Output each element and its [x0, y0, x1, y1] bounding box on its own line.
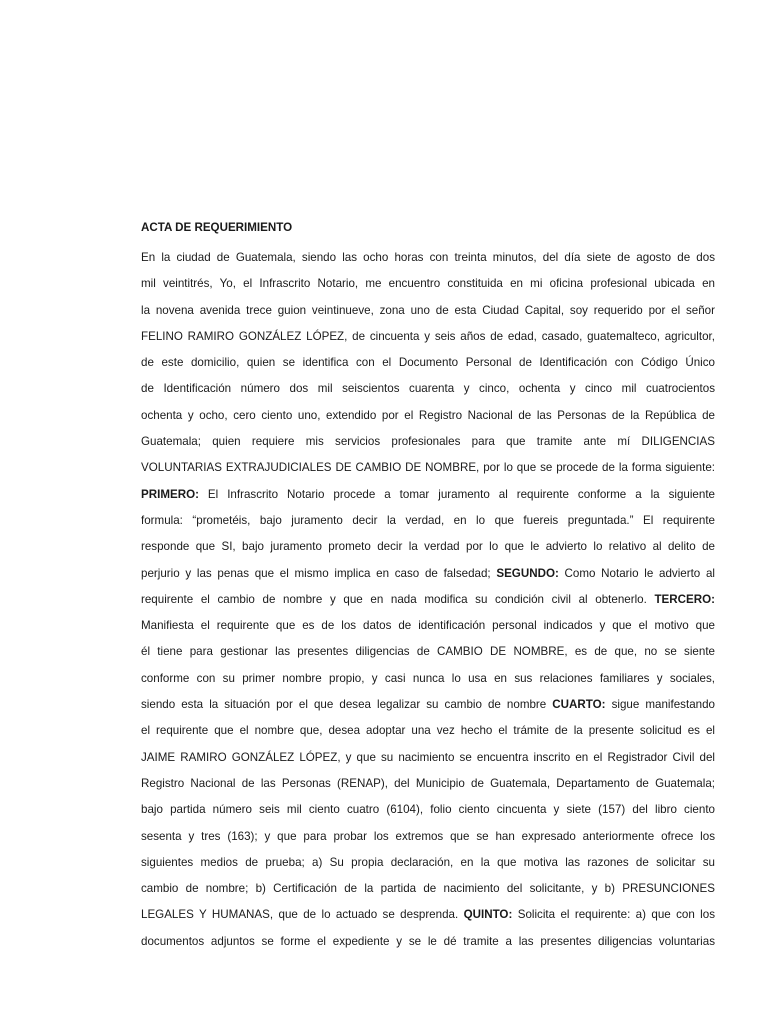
text-segment: siguientes medios de prueba; a) Su propia declaración, en la que motiva las razones de solicitar su [141, 855, 715, 869]
text-line [141, 639, 715, 665]
text-line [141, 534, 715, 560]
text-line [141, 929, 715, 955]
text-line [141, 666, 715, 692]
text-segment: el requirente que el nombre que, desea adoptar una vez hecho el trámite de la presente solicitud es el [141, 724, 715, 738]
text-segment: cambio de nombre; b) Certificación de la partida de nacimiento del solicitante, y b) PRESUNCIONES [141, 882, 715, 896]
text-segment: sigue manifestando [605, 698, 715, 712]
text-segment: El Infrascrito Notario procede a tomar juramento al requirente conforme a la siguiente [198, 487, 715, 501]
text-segment: sesenta y tres (163); y que para probar los extremos que se han expresado anteriormente ofrece los [141, 829, 715, 843]
text-line [141, 850, 715, 876]
text-line [141, 429, 715, 455]
text-line [141, 797, 715, 823]
text-line [141, 508, 715, 534]
document-body [141, 219, 715, 955]
text-segment: JAIME RAMIRO GONZÁLEZ LÓPEZ, y que su nacimiento se encuentra inscrito en el Registrador Civil del [141, 750, 715, 764]
clause-heading: SEGUNDO: [496, 566, 559, 580]
document-title: ACTA DE REQUERIMIENTO [141, 221, 293, 234]
text-line [141, 403, 715, 429]
text-segment: Registro Nacional de las Personas (RENAP), del Municipio de Guatemala, Departamento de Guatemala; [141, 776, 715, 790]
text-line [141, 245, 715, 271]
text-line [141, 824, 715, 850]
text-segment: Guatemala; quien requiere mis servicios profesionales para que tramite ante mí DILIGENCIAS [141, 435, 715, 449]
text-segment: LEGALES Y HUMANAS, que de lo actuado se desprenda. [141, 908, 464, 922]
text-segment: conforme con su primer nombre propio, y casi nunca lo usa en sus relaciones familiares y sociales, [141, 671, 715, 685]
text-segment: de este domicilio, quien se identifica con el Documento Personal de Identificación con Código Único [141, 356, 715, 370]
text-line [141, 561, 715, 587]
text-line [141, 455, 715, 481]
text-segment: bajo partida número seis mil ciento cuatro (6104), folio ciento cincuenta y siete (157) del libro ciento [141, 803, 715, 817]
text-segment: requirente el cambio de nombre y que en nada modifica su condición civil al obtenerlo. [141, 592, 655, 606]
text-segment: responde que SI, bajo juramento prometo decir la verdad por lo que le advierto lo relativo al delito de [141, 540, 715, 554]
text-segment: VOLUNTARIAS EXTRAJUDICIALES DE CAMBIO DE NOMBRE, por lo que se procede de la forma siguiente: [141, 461, 715, 475]
text-line [141, 324, 715, 350]
text-segment: de Identificación número dos mil seiscientos cuarenta y cinco, ochenta y cinco mil cuatrocientos [141, 382, 715, 396]
text-line [141, 271, 715, 297]
clause-heading: TERCERO: [654, 592, 715, 606]
text-segment: formula: “prometéis, bajo juramento decir la verdad, en lo que fuereis preguntada.” El requirente [141, 513, 715, 527]
text-segment: Como Notario le advierto al [558, 566, 715, 580]
text-segment: mil veintitrés, Yo, el Infrascrito Notario, me encuentro constituida en mi oficina profesional ubicada en [141, 277, 715, 291]
text-line [141, 298, 715, 324]
text-line [141, 613, 715, 639]
document-text [141, 245, 715, 955]
text-line [141, 902, 715, 928]
text-line [141, 587, 715, 613]
text-line [141, 376, 715, 402]
text-segment: Manifiesta el requirente que es de los datos de identificación personal indicados y que el motivo que [141, 619, 715, 633]
clause-heading: PRIMERO: [141, 487, 199, 501]
text-segment: siendo esta la situación por el que desea legalizar su cambio de nombre [141, 698, 553, 712]
text-line [141, 745, 715, 771]
text-segment: la novena avenida trece guion veintinueve, zona uno de esta Ciudad Capital, soy requerido por el señor [141, 303, 715, 317]
text-line [141, 350, 715, 376]
text-segment: documentos adjuntos se forme el expediente y se le dé tramite a las presentes diligencias voluntarias [141, 934, 715, 948]
text-segment: FELINO RAMIRO GONZÁLEZ LÓPEZ, de cincuenta y seis años de edad, casado, guatemalteco, agricultor, [141, 329, 715, 343]
text-line [141, 718, 715, 744]
text-line [141, 876, 715, 902]
clause-heading: QUINTO: [463, 908, 513, 922]
text-line [141, 482, 715, 508]
text-line [141, 692, 715, 718]
text-segment: Solicita el requirente: a) que con los [512, 908, 715, 922]
text-line [141, 771, 715, 797]
text-segment: él tiene para gestionar las presentes diligencias de CAMBIO DE NOMBRE, es de que, no se siente [141, 645, 715, 659]
text-segment: ochenta y ocho, cero ciento uno, extendido por el Registro Nacional de las Personas de la República de [141, 408, 715, 422]
text-segment: perjurio y las penas que el mismo implica en caso de falsedad; [141, 566, 497, 580]
text-segment: En la ciudad de Guatemala, siendo las ocho horas con treinta minutos, del día siete de agosto de dos [141, 251, 715, 264]
clause-heading: CUARTO: [552, 698, 606, 712]
